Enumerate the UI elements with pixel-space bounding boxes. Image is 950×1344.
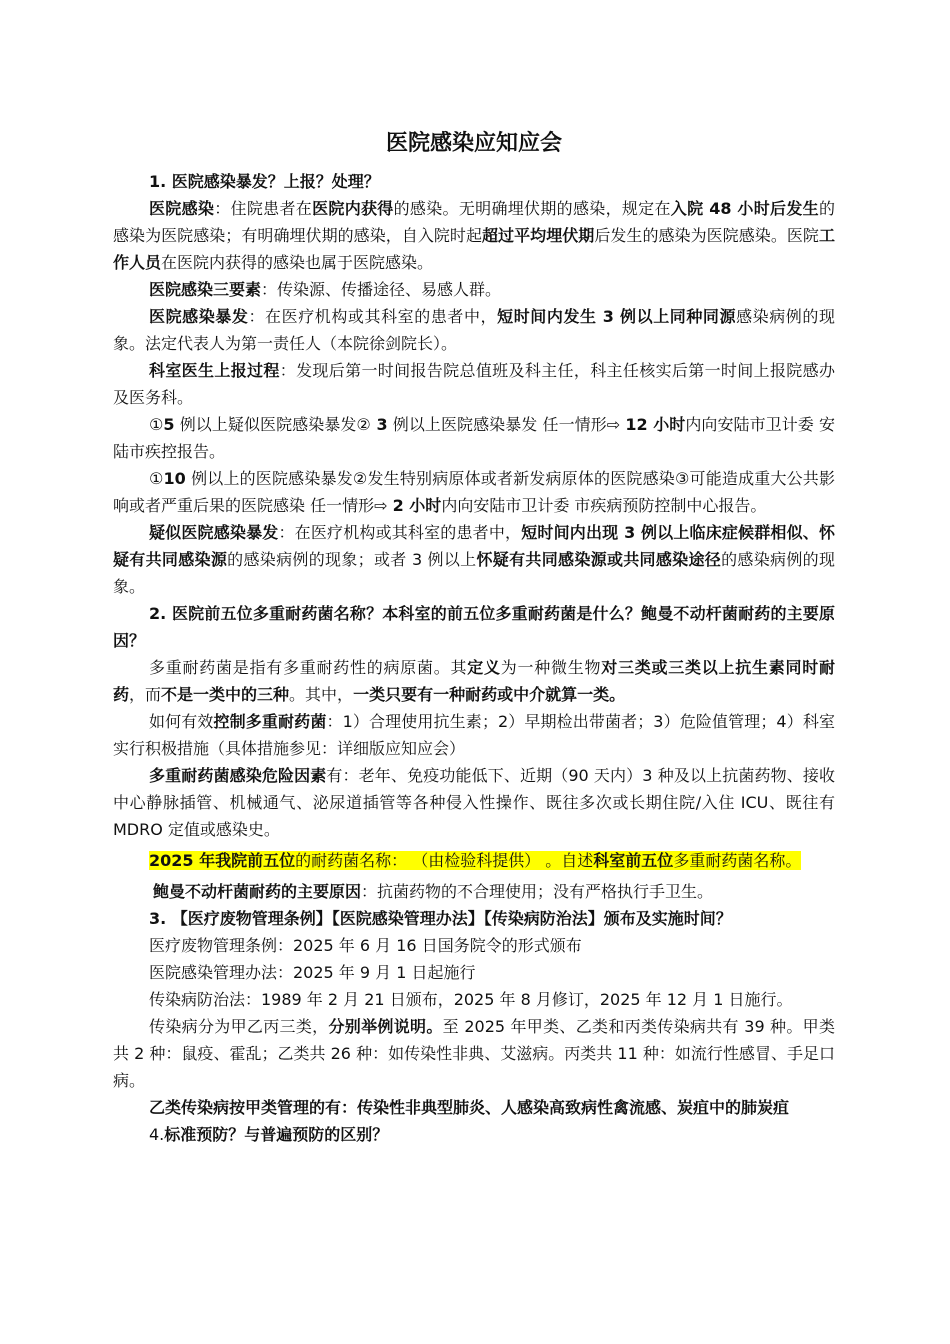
q2-control-measures: 如何有效控制多重耐药菌：1）合理使用抗生素；2）早期检出带菌者；3）危险值管理；4）科室实行积极措施（具体措施参见：详细版应知应会） [113,712,835,758]
q3-infection-management-measures: 医院感染管理办法：2025 年 9 月 1 日起施行 [149,963,476,982]
q1-suspected-outbreak: 疑似医院感染暴发：在医疗机构或其科室的患者中，短时间内出现 3 例以上临床症候群相似、怀疑有共同感染源的感染病例的现象；或者 3 例以上怀疑有共同感染源或共同感染途径的感染病例的现象。 [113,523,835,596]
q1-definition: 医院感染：住院患者在医院内获得的感染。无明确埋伏期的感染，规定在入院 48 小时后发生的感染为医院感染；有明确埋伏期的感染，自入院时起超过平均埋伏期后发生的感染为医院感染。医院工作人员在医院内获得的感染也属于医院感染。 [113,199,835,272]
q1-report-2h: ①10 例以上的医院感染暴发②发生特别病原体或者新发病原体的医院感染③可能造成重大公共影响或者严重后果的医院感染 任一情形⇨ 2 小时内向安陆市卫计委 市疾病预防控制中心报告。 [113,469,835,515]
document-page [113,128,835,1148]
q2-top-five-highlight: 2025 年我院前五位的耐药菌名称： （由检验科提供） 。自述科室前五位多重耐药菌名称。 [149,851,802,870]
q1-report-process: 科室医生上报过程：发现后第一时间报告院总值班及科主任，科主任核实后第一时间上报院感办及医务科。 [113,361,835,407]
q3-class-b-as-a: 乙类传染病按甲类管理的有：传染性非典型肺炎、人感染高致病性禽流感、炭疽中的肺炭疽 [149,1098,790,1117]
q3-heading: 3. 【医疗废物管理条例】【医院感染管理办法】【传染病防治法】颁布及实施时间？ [149,909,732,928]
page-title: 医院感染应知应会 [385,131,562,156]
q3-disease-classes: 传染病分为甲乙丙三类，分别举例说明。至 2025 年甲类、乙类和丙类传染病共有 39 种。甲类共 2 种：鼠疫、霍乱；乙类共 26 种：如传染性非典、艾滋病。丙类共 11 种：如流行性感冒、手足口病。 [113,1017,835,1090]
q2-risk-factors: 多重耐药菌感染危险因素有：老年、免疫功能低下、近期（90 天内）3 种及以上抗菌药物、接收中心静脉插管、机械通气、泌尿道插管等各种侵入性操作、既往多次或长期住院/入住 ICU、既往有 MDRO 定值或感染史。 [113,766,835,839]
q2-baumannii-reason: 鲍曼不动杆菌耐药的主要原因：抗菌药物的不合理使用；没有严格执行手卫生。 [153,882,714,901]
q1-three-elements: 医院感染三要素：传染源、传播途径、易感人群。 [149,280,502,299]
q1-report-12h: ①5 例以上疑似医院感染暴发② 3 例以上医院感染暴发 任一情形⇨ 12 小时内向安陆市卫计委 安陆市疾控报告。 [113,415,836,461]
q3-infectious-disease-law: 传染病防治法：1989 年 2 月 21 日颁布，2025 年 8 月修订，2025 年 12 月 1 日施行。 [149,990,793,1009]
q4-heading: 4.标准预防？与普遍预防的区别？ [149,1125,389,1144]
q1-outbreak: 医院感染暴发：在医疗机构或其科室的患者中，短时间内发生 3 例以上同种同源感染病例的现象。法定代表人为第一责任人（本院徐剑院长）。 [113,307,835,353]
q2-heading: 2. 医院前五位多重耐药菌名称？本科室的前五位多重耐药菌是什么？鲍曼不动杆菌耐药的主要原因？ [113,604,835,650]
q1-heading: 1. 医院感染暴发？上报？处理？ [149,172,380,191]
q3-medical-waste-regulation: 医疗废物管理条例：2025 年 6 月 16 日国务院令的形式颁布 [149,936,582,955]
q2-mdro-definition: 多重耐药菌是指有多重耐药性的病原菌。其定义为一种微生物对三类或三类以上抗生素同时耐药，而不是一类中的三种。其中，一类只要有一种耐药或中介就算一类。 [113,658,835,704]
